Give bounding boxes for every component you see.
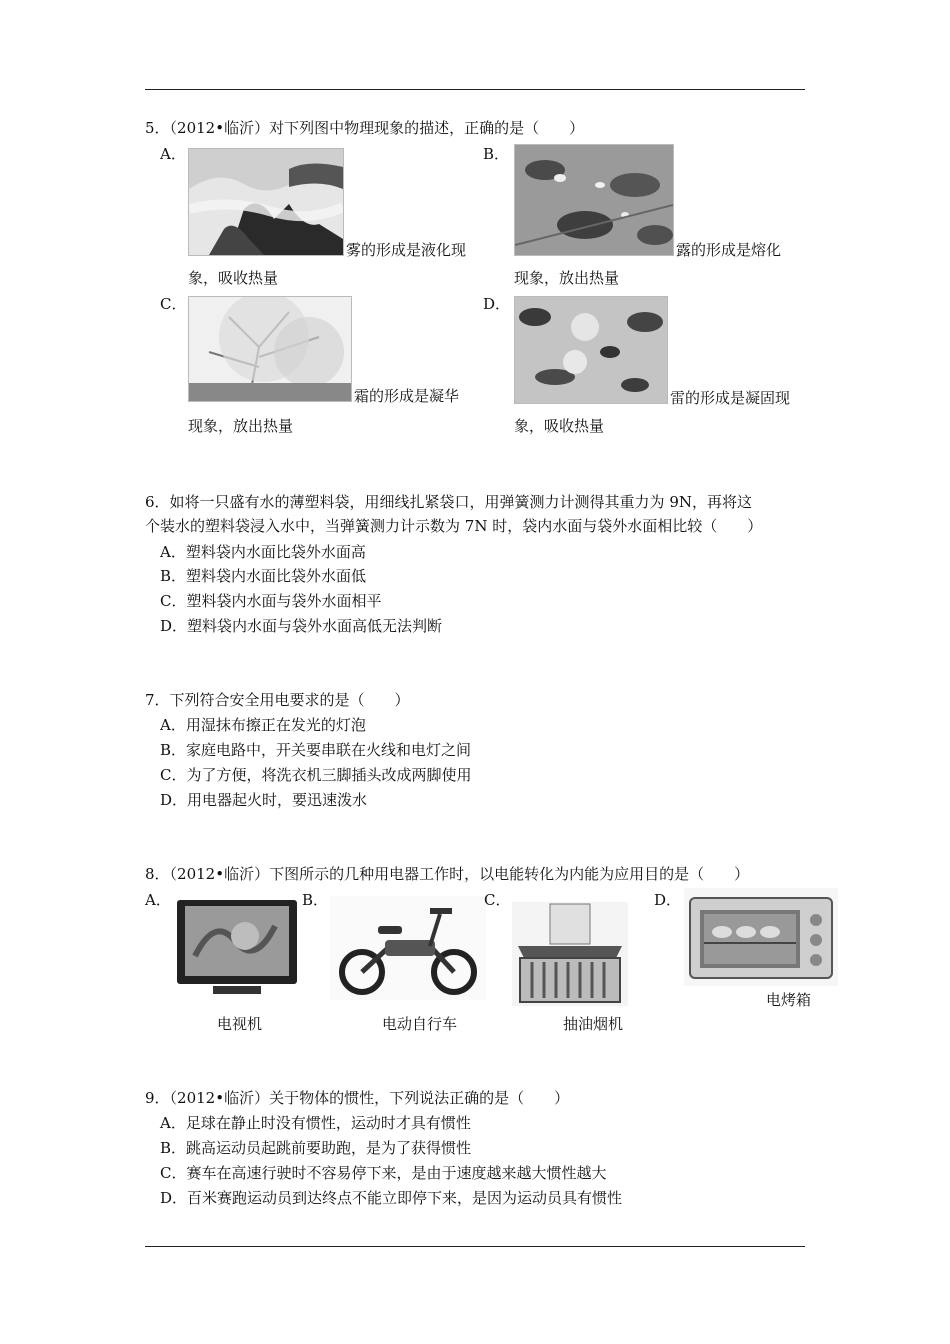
q7-option-d: D．用电器起火时，要迅速泼水 bbox=[160, 791, 368, 809]
q9-option-d: D．百米赛跑运动员到达终点不能立即停下来，是因为运动员具有惯性 bbox=[160, 1189, 623, 1207]
q5-option-a-desc1: 雾的形成是液化现 bbox=[346, 241, 467, 259]
q9-option-b: B．跳高运动员起跳前要助跑，是为了获得惯性 bbox=[160, 1139, 472, 1157]
bottom-rule bbox=[145, 1246, 805, 1247]
q7-option-b: B．家庭电路中，开关要串联在火线和电灯之间 bbox=[160, 741, 472, 759]
q8-option-d-letter: D． bbox=[654, 891, 682, 909]
q5-option-a-desc2: 象，吸收热量 bbox=[188, 269, 279, 287]
q6-stem-line1: 6．如将一只盛有水的薄塑料袋，用细线扎紧袋口，用弹簧测力计测得其重力为 9N，再将这 bbox=[145, 493, 752, 511]
q6-stem-line2: 个装水的塑料袋浸入水中，当弹簧测力计示数为 7N 时，袋内水面与袋外水面相比较（ ） bbox=[145, 517, 763, 535]
q6-option-c: C．塑料袋内水面与袋外水面相平 bbox=[160, 592, 382, 610]
snow-leaves-photo bbox=[514, 296, 668, 404]
ebike-icon bbox=[330, 896, 486, 1000]
q7-option-c: C．为了方便，将洗衣机三脚插头改成两脚使用 bbox=[160, 766, 472, 784]
q5-option-c-letter: C． bbox=[160, 295, 187, 313]
q9-option-c: C．赛车在高速行驶时不容易停下来，是由于速度越来越大惯性越大 bbox=[160, 1164, 607, 1182]
q6-option-b: B．塑料袋内水面比袋外水面低 bbox=[160, 567, 367, 585]
q8-option-d-caption: 电烤箱 bbox=[766, 991, 812, 1009]
q8-option-a-caption: 电视机 bbox=[217, 1015, 263, 1033]
q5-option-d-desc1: 雷的形成是凝固现 bbox=[670, 389, 791, 407]
q8-stem: 8．（2012•临沂）下图所示的几种用电器工作时，以电能转化为内能为应用目的是（ ） bbox=[145, 865, 750, 883]
q8-option-b-caption: 电动自行车 bbox=[382, 1015, 458, 1033]
tv-icon bbox=[175, 896, 299, 1000]
top-rule bbox=[145, 89, 805, 90]
q5-option-b-desc1: 露的形成是熔化 bbox=[676, 241, 782, 259]
q7-option-a: A．用湿抹布擦正在发光的灯泡 bbox=[160, 716, 366, 734]
oven-icon bbox=[684, 888, 838, 986]
q5-option-b-desc2: 现象，放出热量 bbox=[514, 269, 620, 287]
q5-option-d-desc2: 象，吸收热量 bbox=[514, 417, 605, 435]
q6-option-a: A．塑料袋内水面比袋外水面高 bbox=[160, 543, 366, 561]
q5-option-a-letter: A． bbox=[160, 145, 186, 163]
dew-leaves-photo bbox=[514, 144, 674, 256]
q5-option-c-desc1: 霜的形成是凝华 bbox=[354, 387, 460, 405]
q7-stem: 7．下列符合安全用电要求的是（ ） bbox=[145, 691, 410, 709]
q5-stem: 5．（2012•临沂）对下列图中物理现象的描述，正确的是（ ） bbox=[145, 119, 585, 137]
q8-option-a-letter: A． bbox=[145, 891, 171, 909]
q9-stem: 9．（2012•临沂）关于物体的惯性，下列说法正确的是（ ） bbox=[145, 1089, 570, 1107]
q6-option-d: D．塑料袋内水面与袋外水面高低无法判断 bbox=[160, 617, 443, 635]
q8-option-c-letter: C． bbox=[484, 891, 511, 909]
q9-option-a: A．足球在静止时没有惯性，运动时才具有惯性 bbox=[160, 1114, 471, 1132]
frost-tree-photo bbox=[188, 296, 352, 402]
q8-option-c-caption: 抽油烟机 bbox=[563, 1015, 624, 1033]
fog-mountain-photo bbox=[188, 148, 344, 256]
q5-option-c-desc2: 现象，放出热量 bbox=[188, 417, 294, 435]
q5-option-d-letter: D． bbox=[483, 295, 511, 313]
q8-option-b-letter: B． bbox=[302, 891, 329, 909]
range-hood-icon bbox=[512, 902, 628, 1006]
q5-option-b-letter: B． bbox=[483, 145, 510, 163]
